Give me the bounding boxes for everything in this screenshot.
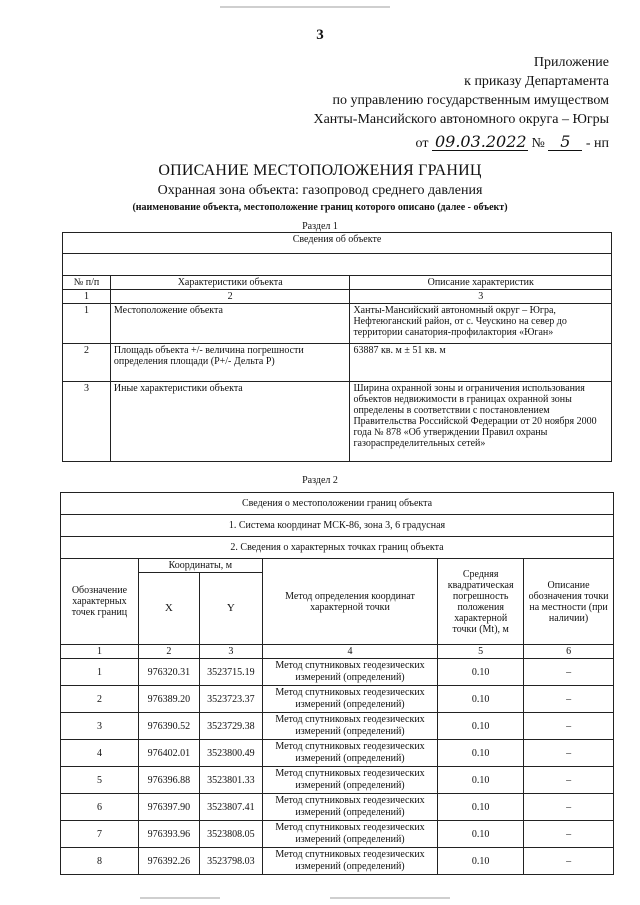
row-description: Ширина охранной зоны и ограничения использования объектов недвижимости в границах охранной зоны определены в соответствии с постановлением Правительства Российской Федерации от 20 ноября 2000 года № 878 «Об утверждении Правил охраны газораспределительных сетей» [350, 382, 612, 462]
point-error: 0.10 [438, 794, 524, 821]
object-info-table [62, 232, 612, 462]
col-number: 1 [61, 645, 139, 659]
point-error: 0.10 [438, 686, 524, 713]
point-error: 0.10 [438, 659, 524, 686]
table-row [61, 794, 614, 821]
scan-artifact [140, 897, 220, 899]
point-y: 3523715.19 [199, 659, 262, 686]
row-characteristic: Иные характеристики объекта [110, 382, 350, 462]
point-id: 8 [61, 848, 139, 875]
object-note: (наименование объекта, местоположение границ которого описано (далее - объект) [132, 202, 508, 213]
col-number: 2 [110, 290, 350, 304]
point-description: – [524, 848, 614, 875]
point-description: – [524, 767, 614, 794]
point-error: 0.10 [438, 713, 524, 740]
table-row [63, 382, 612, 462]
order-date-number [313, 133, 609, 153]
col-header: Характеристики объекта [110, 276, 350, 290]
header-method: Метод определения координат характерной точки [262, 559, 437, 645]
point-id: 3 [61, 713, 139, 740]
point-id: 4 [61, 740, 139, 767]
appendix-line: Приложение [533, 55, 609, 70]
point-x: 976392.26 [138, 848, 199, 875]
point-error: 0.10 [438, 821, 524, 848]
point-x: 976390.52 [138, 713, 199, 740]
point-error: 0.10 [438, 848, 524, 875]
document-subtitle: Охранная зона объекта: газопровод среднего давления [157, 183, 483, 198]
appendix-line: Ханты-Мансийского автономного округа – Югры [313, 112, 609, 127]
col-number: 2 [138, 645, 199, 659]
table-row [61, 848, 614, 875]
row-number: 3 [63, 382, 111, 462]
order-date: 09.03.2022 [432, 133, 528, 151]
points-heading: 2. Сведения о характерных точках границ объекта [61, 537, 614, 559]
col-number: 4 [262, 645, 437, 659]
point-y: 3523798.03 [199, 848, 262, 875]
row-characteristic: Местоположение объекта [110, 304, 350, 344]
table-row [61, 713, 614, 740]
number-suffix: - нп [585, 136, 609, 151]
col-number: 3 [350, 290, 612, 304]
coordinate-system: 1. Система координат МСК-86, зона 3, 6 градусная [61, 515, 614, 537]
point-y: 3523808.05 [199, 821, 262, 848]
header-y: Y [199, 573, 262, 645]
point-id: 5 [61, 767, 139, 794]
section1-heading: Сведения об объекте [63, 233, 612, 254]
row-description: 63887 кв. м ± 51 кв. м [350, 344, 612, 382]
col-number: 1 [63, 290, 111, 304]
point-x: 976320.31 [138, 659, 199, 686]
point-y: 3523807.41 [199, 794, 262, 821]
point-id: 2 [61, 686, 139, 713]
scan-artifact [330, 897, 450, 899]
spacer-row [63, 254, 612, 276]
section1-label: Раздел 1 [302, 221, 338, 232]
order-number: 5 [548, 133, 582, 151]
point-description: – [524, 821, 614, 848]
point-method: Метод спутниковых геодезических измерений (определений) [262, 848, 437, 875]
point-x: 976397.90 [138, 794, 199, 821]
point-y: 3523729.38 [199, 713, 262, 740]
page-number: 3 [316, 27, 324, 43]
point-x: 976393.96 [138, 821, 199, 848]
point-description: – [524, 794, 614, 821]
table-row [61, 659, 614, 686]
point-x: 976396.88 [138, 767, 199, 794]
point-method: Метод спутниковых геодезических измерений (определений) [262, 713, 437, 740]
point-description: – [524, 659, 614, 686]
point-id: 7 [61, 821, 139, 848]
header-x: X [138, 573, 199, 645]
appendix-line: по управлению государственным имуществом [332, 93, 609, 108]
boundary-points-table [60, 492, 614, 875]
date-prefix: от [415, 136, 429, 151]
row-description: Ханты-Мансийский автономный округ – Югра, Нефтеюганский район, от с. Чеускино на север до территории санатория-профилактория «Юган» [350, 304, 612, 344]
point-method: Метод спутниковых геодезических измерений (определений) [262, 767, 437, 794]
point-id: 1 [61, 659, 139, 686]
number-prefix: № [531, 136, 545, 151]
point-description: – [524, 740, 614, 767]
header-designation: Обозначение характерных точек границ [61, 559, 139, 645]
appendix-line: к приказу Департамента [464, 74, 609, 89]
table-row [61, 821, 614, 848]
point-x: 976402.01 [138, 740, 199, 767]
section2-heading: Сведения о местоположении границ объекта [61, 493, 614, 515]
point-method: Метод спутниковых геодезических измерений (определений) [262, 740, 437, 767]
point-method: Метод спутниковых геодезических измерений (определений) [262, 821, 437, 848]
table-row [61, 686, 614, 713]
point-method: Метод спутниковых геодезических измерений (определений) [262, 794, 437, 821]
col-header: Описание характеристик [350, 276, 612, 290]
table-row [63, 344, 612, 382]
table-row [61, 740, 614, 767]
point-method: Метод спутниковых геодезических измерений (определений) [262, 686, 437, 713]
header-coords: Координаты, м [138, 559, 262, 573]
point-method: Метод спутниковых геодезических измерений (определений) [262, 659, 437, 686]
row-characteristic: Площадь объекта +/- величина погрешности определения площади (Р+/- Дельта Р) [110, 344, 350, 382]
point-x: 976389.20 [138, 686, 199, 713]
point-description: – [524, 686, 614, 713]
col-number: 5 [438, 645, 524, 659]
point-error: 0.10 [438, 767, 524, 794]
row-number: 1 [63, 304, 111, 344]
appendix-block [313, 53, 609, 153]
section2-label: Раздел 2 [302, 475, 338, 486]
point-y: 3523723.37 [199, 686, 262, 713]
point-id: 6 [61, 794, 139, 821]
point-y: 3523800.49 [199, 740, 262, 767]
col-number: 6 [524, 645, 614, 659]
document-title: ОПИСАНИЕ МЕСТОПОЛОЖЕНИЯ ГРАНИЦ [158, 162, 482, 179]
point-description: – [524, 713, 614, 740]
point-y: 3523801.33 [199, 767, 262, 794]
table-row [63, 304, 612, 344]
col-header: № п/п [63, 276, 111, 290]
header-error: Средняя квадратическая погрешность положения характерной точки (Mt), м [438, 559, 524, 645]
point-error: 0.10 [438, 740, 524, 767]
scan-artifact [220, 6, 390, 8]
row-number: 2 [63, 344, 111, 382]
col-number: 3 [199, 645, 262, 659]
header-description: Описание обозначения точки на местности (при наличии) [524, 559, 614, 645]
table-row [61, 767, 614, 794]
